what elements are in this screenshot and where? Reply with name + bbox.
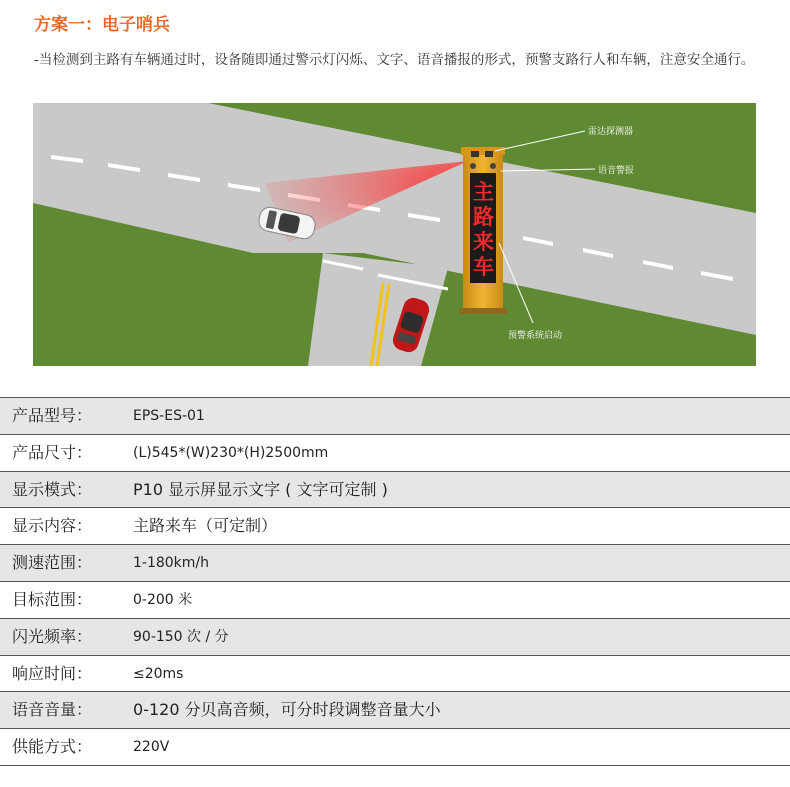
spec-label: 目标范围： [12, 589, 93, 609]
spec-label: 产品尺寸： [12, 442, 93, 462]
spec-row-volume [0, 692, 790, 729]
callout-warning: 预警系统启动 [508, 331, 563, 341]
spec-value: ≤20ms [133, 665, 184, 682]
callout-radar: 雷达探测器 [588, 127, 634, 137]
spec-row-power [0, 729, 790, 766]
spec-label: 闪光频率： [12, 626, 93, 646]
spec-label: 显示模式： [12, 479, 93, 499]
spec-row-display-mode [0, 472, 790, 509]
sign-char-1: 主 [473, 180, 494, 204]
spec-label: 产品型号： [12, 406, 93, 425]
spec-value: 0-120 分贝高音频，可分时段调整音量大小 [133, 700, 441, 720]
spec-label: 显示内容： [12, 516, 93, 536]
sign-char-2: 路 [473, 205, 494, 229]
spec-row-display-content [0, 508, 790, 545]
spec-row-response-time [0, 656, 790, 693]
spec-value: 90-150 次 / 分 [133, 628, 229, 645]
spec-table [0, 397, 790, 766]
spec-value: EPS-ES-01 [133, 408, 205, 424]
spec-row-size [0, 435, 790, 472]
spec-row-flash-rate [0, 619, 790, 656]
spec-label: 供能方式： [12, 737, 93, 757]
spec-value: 220V [133, 739, 170, 756]
spec-label: 测速范围： [12, 553, 93, 573]
spec-value: (L)545*(W)230*(H)2500mm [133, 444, 329, 461]
sign-char-3: 来 [473, 230, 494, 254]
page-title: 方案一：电子哨兵 [34, 15, 170, 35]
spec-value: 1-180km/h [133, 555, 210, 572]
spec-value: P10 显示屏显示文字 ( 文字可定制 ) [133, 479, 388, 499]
sign-char-4: 车 [473, 255, 494, 279]
spec-value: 0-200 米 [133, 591, 193, 608]
spec-row-target-range [0, 582, 790, 619]
spec-value: 主路来车（可定制） [133, 516, 278, 536]
page-description: -当检测到主路有车辆通过时，设备随即通过警示灯闪烁、文字、语音播报的形式，预警支路行人和车辆，注意安全通行。 [34, 52, 755, 68]
scene-illustration [33, 103, 756, 366]
spec-row-model [0, 398, 790, 435]
spec-label: 响应时间： [12, 663, 93, 683]
callout-voice: 语音警报 [598, 166, 635, 176]
spec-label: 语音音量： [12, 700, 93, 720]
spec-row-speed-range [0, 545, 790, 582]
